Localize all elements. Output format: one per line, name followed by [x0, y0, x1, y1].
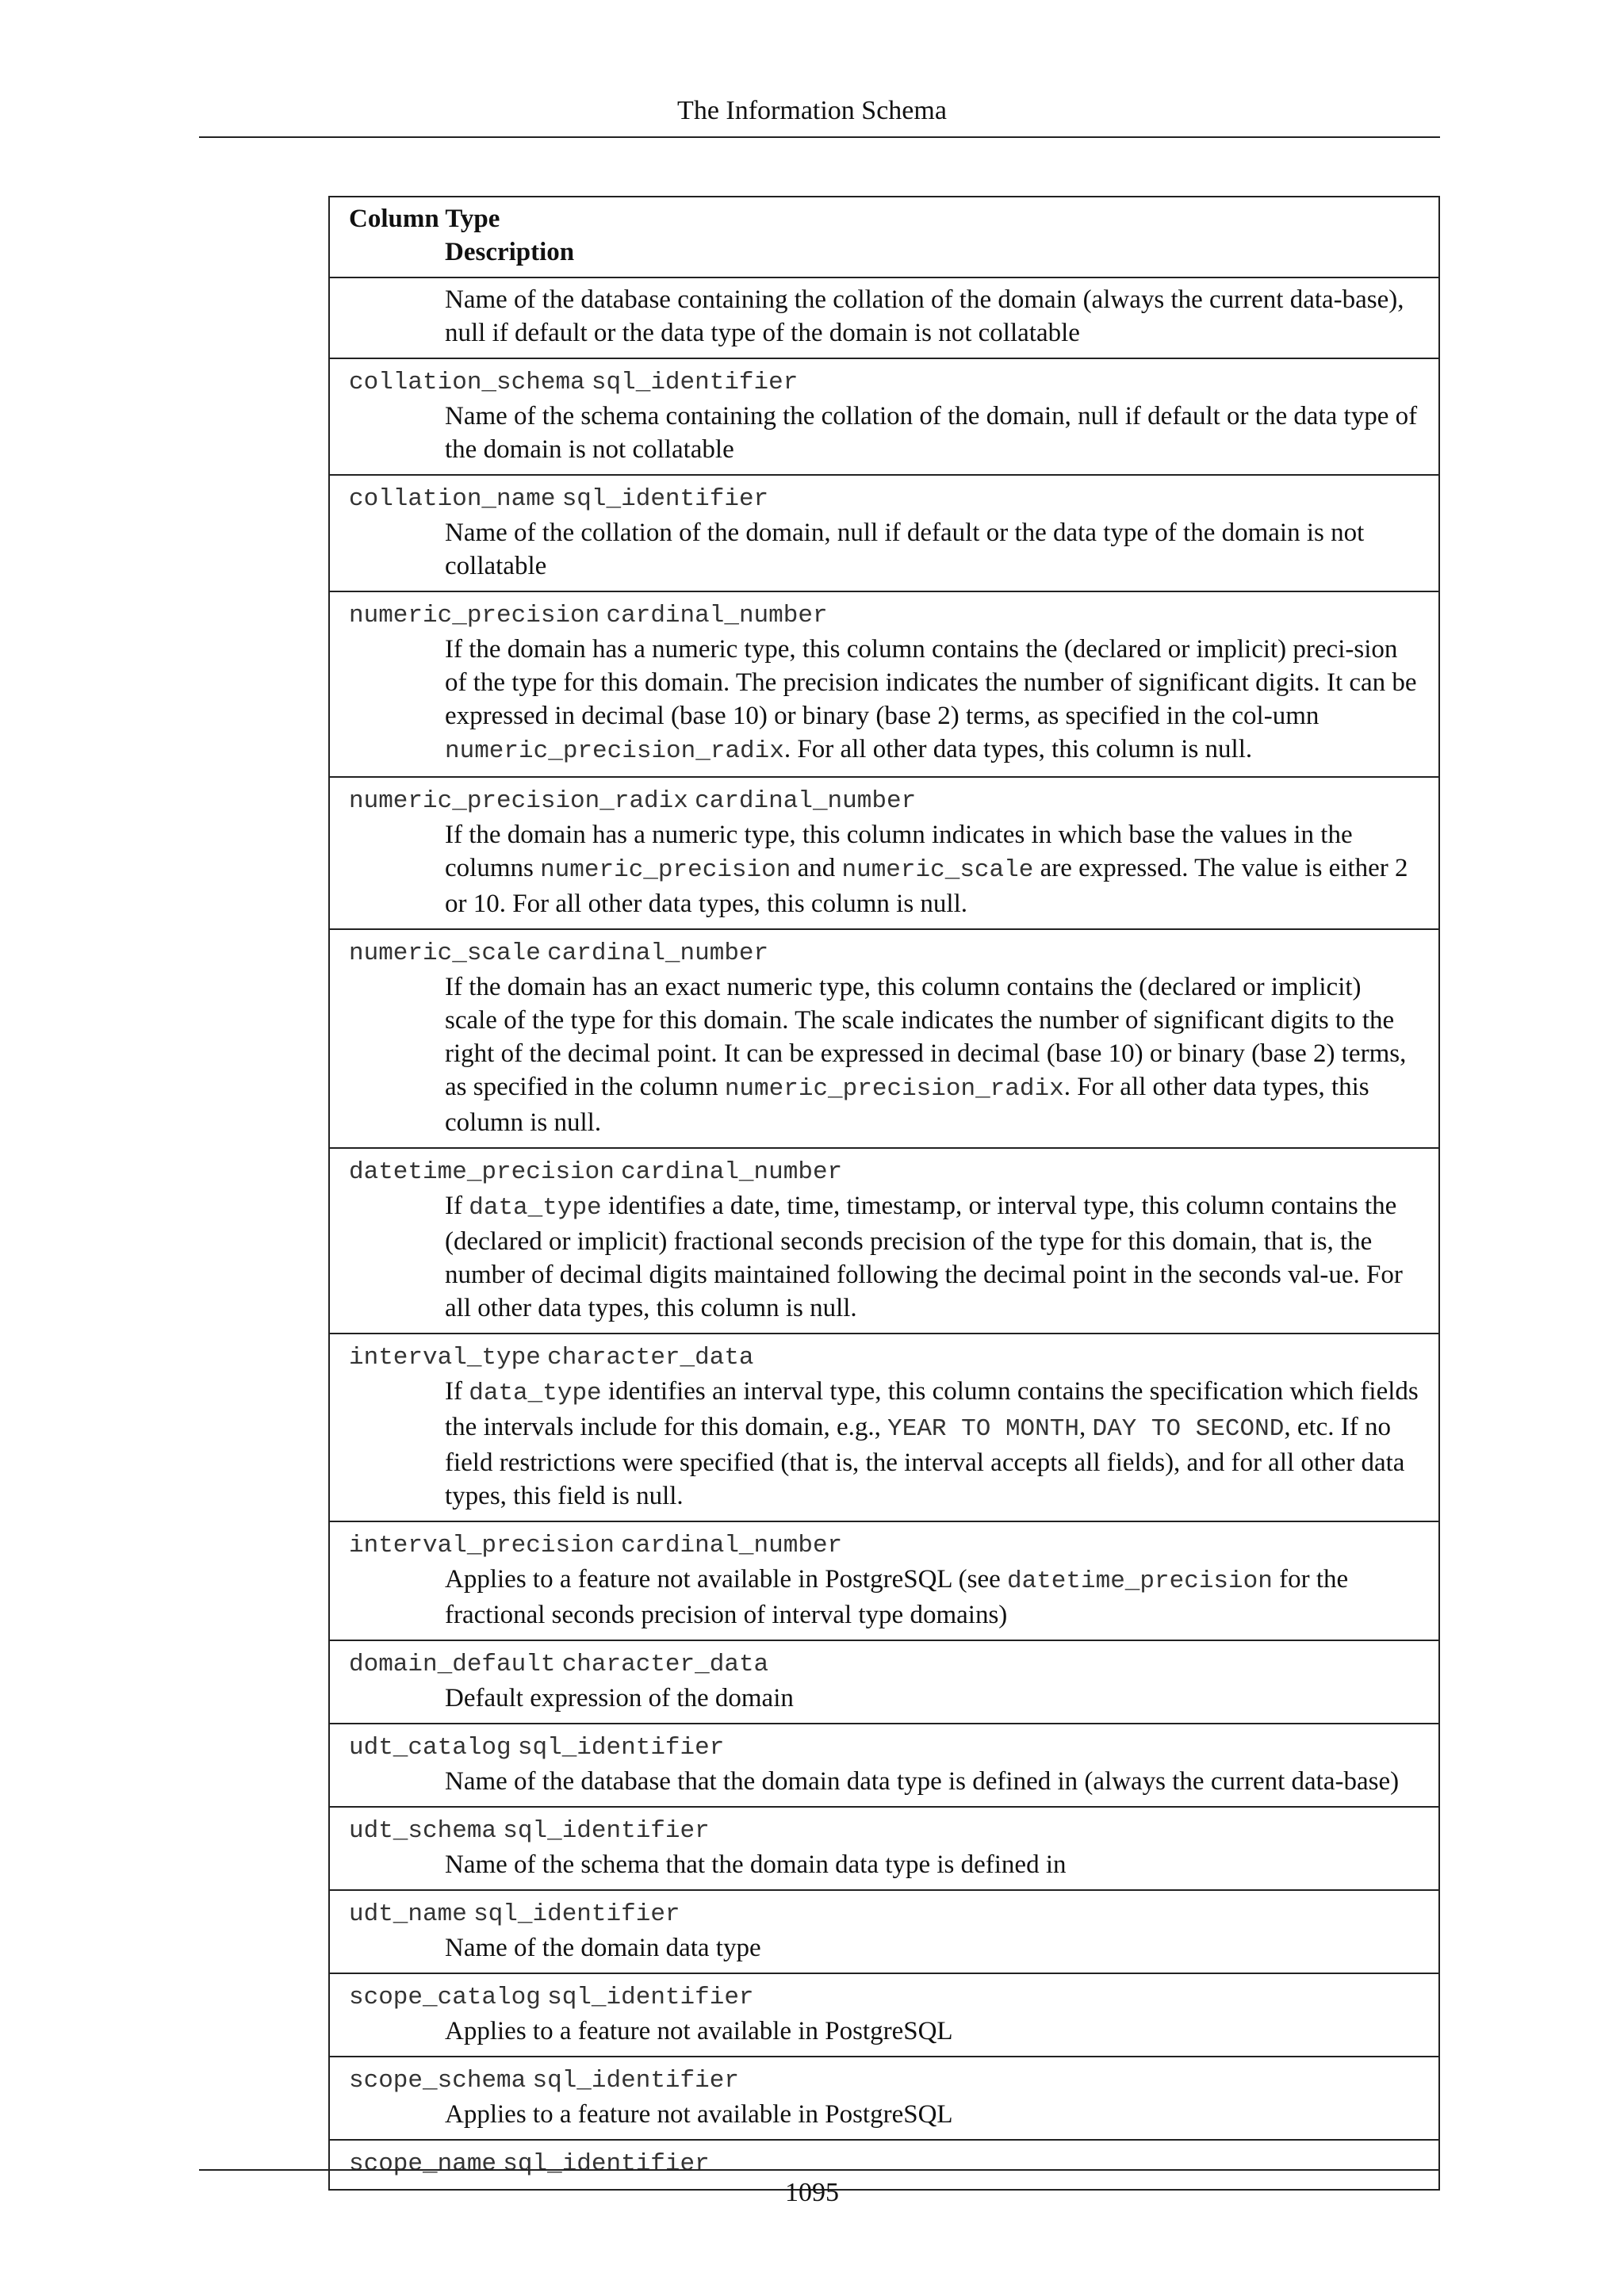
column-name: scope_name: [349, 2150, 497, 2178]
table-cell: [329, 475, 1439, 591]
column-description: [349, 1931, 1419, 1965]
inline-code: DAY TO SECOND: [1092, 1415, 1285, 1443]
column-description: [349, 1563, 1419, 1632]
column-description: [349, 1189, 1419, 1325]
column-signature: [349, 1154, 1419, 1189]
column-name: collation_name: [349, 485, 556, 513]
column-type: sql_identifier: [503, 2150, 710, 2178]
description-text: Applies to a feature not available in PostgreSQL (see: [445, 1565, 1007, 1594]
table-row: [329, 1640, 1439, 1724]
column-name: numeric_precision_radix: [349, 787, 688, 815]
table-row: [329, 2057, 1439, 2140]
column-description: [349, 516, 1419, 583]
description-text: Applies to a feature not available in PostgreSQL: [445, 2017, 953, 2045]
description-text: Name of the schema containing the collation of the domain, null if default or the data type of the domain is not collatable: [445, 402, 1418, 464]
inline-code: numeric_precision_radix: [724, 1075, 1064, 1103]
column-type: cardinal_number: [606, 602, 828, 629]
column-description: [349, 2015, 1419, 2048]
table-row: [329, 1148, 1439, 1334]
table-row: [329, 1521, 1439, 1640]
column-description: [349, 2098, 1419, 2131]
column-name: collation_schema: [349, 369, 585, 396]
inline-code: data_type: [469, 1380, 602, 1407]
description-text: . For all other data types, this column is null.: [445, 1073, 1369, 1137]
column-name: udt_schema: [349, 1817, 497, 1845]
page-number: 1095: [785, 2178, 839, 2207]
inline-code: numeric_precision_radix: [445, 737, 784, 765]
column-type: sql_identifier: [561, 485, 769, 513]
column-type: sql_identifier: [473, 1900, 680, 1928]
column-name: scope_schema: [349, 2067, 527, 2095]
table-cell: [329, 1148, 1439, 1334]
column-name: datetime_precision: [349, 1158, 615, 1186]
description-text: If the domain has a numeric type, this column indicates in which base the values in the columns: [445, 821, 1353, 882]
table-row-continued: [329, 277, 1439, 358]
column-type: cardinal_number: [547, 939, 769, 967]
column-signature: [349, 1812, 1419, 1848]
column-type: sql_identifier: [503, 1817, 710, 1845]
column-signature: [349, 935, 1419, 970]
table-row: [329, 1724, 1439, 1807]
table-row: [329, 358, 1439, 475]
description-text: If: [445, 1377, 469, 1406]
description-text: Name of the collation of the domain, null if default or the data type of the domain is not collatable: [445, 519, 1365, 580]
table-body: [329, 197, 1439, 2190]
description-text: ,: [1078, 1413, 1093, 1441]
column-signature: [349, 1979, 1419, 2015]
table-header-cell: [329, 197, 1439, 277]
column-description: [349, 818, 1419, 920]
column-name: udt_catalog: [349, 1734, 511, 1762]
table-cell: [329, 591, 1439, 777]
inline-code: data_type: [469, 1194, 602, 1222]
column-signature: [349, 1896, 1419, 1931]
column-type: character_data: [561, 1651, 769, 1678]
footer-rule: [199, 2169, 1440, 2171]
continued-cell: [329, 277, 1439, 358]
header-description: Description: [445, 238, 575, 266]
table-row: [329, 1807, 1439, 1890]
column-signature: [349, 2062, 1419, 2098]
inline-code: datetime_precision: [1006, 1567, 1273, 1595]
description-text: are expressed. The value is either 2 or 10. For all other data types, this column is null.: [445, 854, 1408, 918]
column-type: sql_identifier: [517, 1734, 725, 1762]
table-header-row: [329, 197, 1439, 277]
column-signature: [349, 1527, 1419, 1563]
description-text: Default expression of the domain: [445, 1684, 794, 1712]
column-signature: [349, 1339, 1419, 1375]
column-name: interval_precision: [349, 1532, 615, 1559]
description-text: . For all other data types, this column is null.: [783, 735, 1253, 763]
column-type: cardinal_number: [621, 1158, 843, 1186]
column-type: sql_identifier: [532, 2067, 739, 2095]
column-type: cardinal_number: [621, 1532, 843, 1559]
description-text: Applies to a feature not available in PostgreSQL: [445, 2100, 953, 2129]
column-signature: [349, 597, 1419, 633]
column-type: sql_identifier: [547, 1984, 754, 2011]
column-type: character_data: [547, 1344, 754, 1372]
column-name: domain_default: [349, 1651, 556, 1678]
column-name: numeric_scale: [349, 939, 541, 967]
table-wrapper: [328, 196, 1440, 2178]
table-cell: [329, 929, 1439, 1148]
table-row: [329, 929, 1439, 1148]
table-cell: [329, 1973, 1439, 2057]
table-cell: [329, 1807, 1439, 1890]
table-cell: [329, 1890, 1439, 1973]
column-description: [349, 970, 1419, 1139]
column-signature: [349, 783, 1419, 818]
table-cell: [329, 777, 1439, 929]
description-text: If the domain has an exact numeric type, this column contains the (declared or implicit) scale of the type for this domain. The scale indicates the number of significant digits to the right of the decimal point. It can be expressed in decimal (base 10) or binary (base 2) terms, as specified in the column: [445, 973, 1407, 1101]
column-type: cardinal_number: [695, 787, 917, 815]
table-cell: [329, 1640, 1439, 1724]
description-text: Name of the database that the domain data type is defined in (always the current data-base): [445, 1767, 1400, 1796]
table-cell: [329, 1724, 1439, 1807]
description-text: and: [791, 854, 842, 882]
table-cell: [329, 358, 1439, 475]
description-text: identifies an interval type, this column contains the specification which fields the intervals include for this domain, e.g.,: [445, 1377, 1419, 1441]
column-signature: [349, 1646, 1419, 1682]
description-text: identifies a date, time, timestamp, or interval type, this column contains the (declared or implicit) fractional seconds precision of the type for this domain, that is, the number of decimal digits maintained following the decimal point in the seconds val-ue. For all other data types, this column is null.: [445, 1192, 1403, 1322]
header-column-type: Column Type: [349, 205, 500, 233]
running-header: The Information Schema: [677, 96, 947, 125]
description-text: Name of the domain data type: [445, 1934, 761, 1962]
header-rule: [199, 136, 1440, 138]
column-name: interval_type: [349, 1344, 541, 1372]
description-text: for the fractional seconds precision of interval type domains): [445, 1565, 1349, 1629]
table-cell: [329, 1334, 1439, 1521]
description-text: , etc. If no field restrictions were specified (that is, the interval accepts all fields), and for all other data types, this field is null.: [445, 1413, 1405, 1510]
column-description: [349, 400, 1419, 466]
description-text: If: [445, 1192, 469, 1220]
column-name: numeric_precision: [349, 602, 600, 629]
table-row: [329, 1334, 1439, 1521]
column-description: [349, 1765, 1419, 1798]
columns-table: [328, 196, 1440, 2191]
column-description: [349, 1375, 1419, 1513]
continued-description: Name of the database containing the collation of the domain (always the current data-base), null if default or the data type of the domain is not collatable: [445, 285, 1404, 347]
column-name: udt_name: [349, 1900, 467, 1928]
inline-code: YEAR TO MONTH: [887, 1415, 1079, 1443]
column-type: sql_identifier: [591, 369, 799, 396]
column-name: scope_catalog: [349, 1984, 541, 2011]
column-description: [349, 1682, 1419, 1715]
table-row: [329, 1973, 1439, 2057]
table-cell: [329, 1521, 1439, 1640]
column-description: [349, 1848, 1419, 1881]
table-row: [329, 475, 1439, 591]
inline-code: numeric_scale: [841, 856, 1034, 884]
table-row: [329, 777, 1439, 929]
table-row: [329, 591, 1439, 777]
inline-code: numeric_precision: [540, 856, 791, 884]
column-signature: [349, 480, 1419, 516]
description-text: If the domain has a numeric type, this column contains the (declared or implicit) preci-sion of the type for this domain. The precision indicates the number of significant digits. It can be expressed in decimal (base 10) or binary (base 2) terms, as specified in the col-umn: [445, 635, 1417, 730]
column-description: [349, 633, 1419, 768]
table-row: [329, 1890, 1439, 1973]
column-signature: [349, 364, 1419, 400]
column-signature: [349, 1729, 1419, 1765]
table-cell: [329, 2057, 1439, 2140]
description-text: Name of the schema that the domain data type is defined in: [445, 1850, 1067, 1879]
